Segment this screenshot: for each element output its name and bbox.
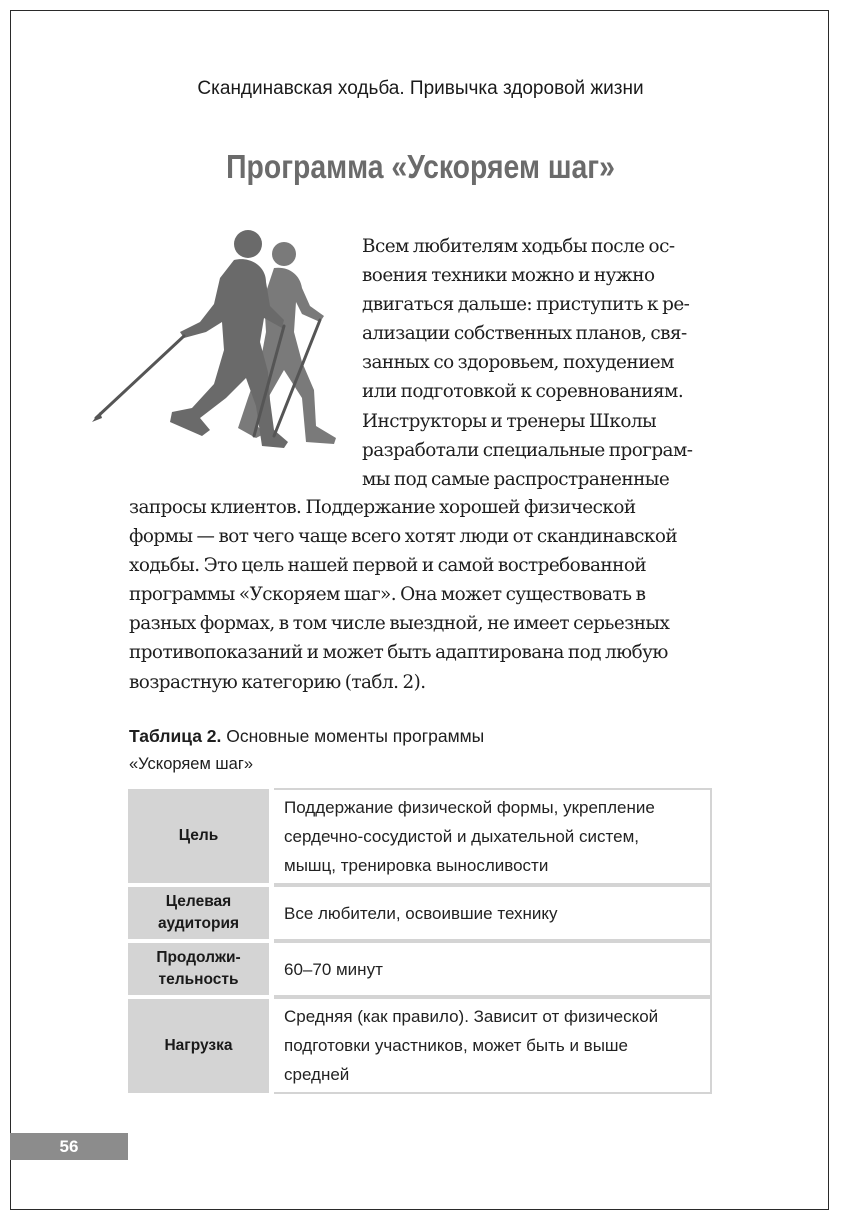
row-header-load: Нагрузка	[128, 997, 272, 1093]
row-value-load: Средняя (как правило). Зависит от физической подготовки участников, может быть и выше средней	[272, 997, 712, 1093]
table-caption-text: Основные моменты программы	[221, 726, 485, 746]
text-line: возрастную категорию (табл. 2).	[129, 671, 426, 693]
row-header-audience: Целевая аудитория	[128, 885, 272, 941]
text-line: запросы клиентов. Поддержание хорошей физической	[129, 497, 636, 518]
table-row	[128, 885, 711, 941]
nordic-walkers-silhouette-icon	[88, 222, 350, 462]
text-line: формы — вот чего чаще всего хотят люди от скандинавской	[129, 526, 678, 548]
row-header-duration: Продолжи- тельность	[128, 941, 272, 997]
table-row	[128, 997, 711, 1093]
table-caption	[129, 722, 689, 778]
page-number: 56	[59, 1137, 79, 1156]
text-line: ходьбы. Это цель нашей первой и самой востребованной	[129, 555, 647, 577]
wrap-paragraph	[362, 232, 718, 494]
table-row	[128, 941, 711, 997]
text-line: противопоказаний и может быть адаптирована под любую	[129, 642, 668, 664]
row-value-audience: Все любители, освоившие технику	[272, 885, 712, 941]
text-line: Инструкторы и тренеры Школы	[362, 410, 657, 432]
table-row	[128, 789, 711, 885]
text-line: ализации собственных планов, свя-	[362, 323, 687, 345]
text-line: воения техники можно и нужно	[362, 265, 655, 287]
text-line: или подготовкой к соревнованиям.	[362, 381, 684, 403]
text-line: мы под самые распространенные	[362, 468, 670, 490]
text-line: разных формах, в том числе выездной, не имеет серьезных	[129, 613, 670, 635]
table-caption-label: Таблица 2.	[129, 726, 222, 746]
full-paragraph	[129, 493, 719, 697]
text-line: двигаться дальше: приступить к ре-	[362, 294, 690, 316]
text-line: разработали специальные програм-	[362, 439, 693, 461]
row-header-goal: Цель	[128, 789, 272, 885]
program-table	[128, 788, 712, 1094]
text-line: Всем любителям ходьбы после ос-	[362, 236, 675, 257]
row-value-goal: Поддержание физической формы, укрепление сердечно-сосудистой и дыхательной систем, мышц, тренировка выносливости	[272, 789, 712, 885]
text-line: занных со здоровьем, похудением	[362, 352, 674, 374]
table-caption-text-line2: «Ускоряем шаг»	[129, 755, 254, 773]
text-line: программы «Ускоряем шаг». Она может существовать в	[129, 584, 646, 606]
row-value-duration: 60–70 минут	[272, 941, 712, 997]
running-head: Скандинавская ходьба. Привычка здоровой жизни	[197, 78, 644, 99]
section-title: Программа «Ускоряем шаг»	[226, 148, 615, 185]
